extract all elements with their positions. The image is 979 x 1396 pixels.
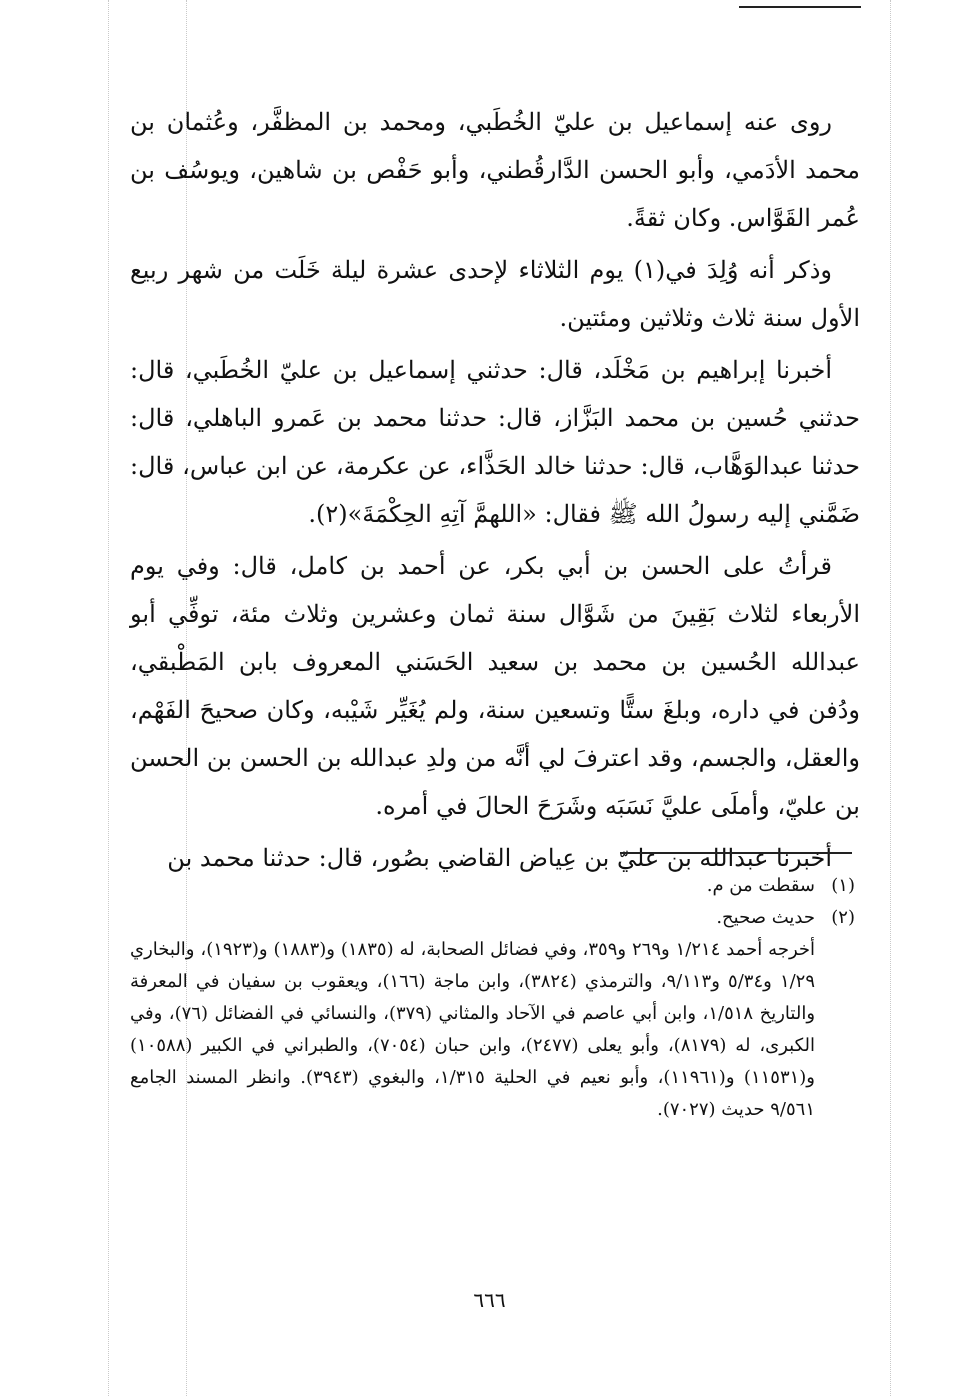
footnote <box>130 870 855 902</box>
margin-guide-line <box>108 0 109 1396</box>
paragraph: أخبرنا إبراهيم بن مَخْلَد، قال: حدثني إسماعيل بن عليّ الخُطَبي، قال: حدثني حُسين بن محمد البَزَّاز، قال: حدثنا محمد بن عَمرو الباهلي، قال: حدثنا عبدالوَهَّاب، قال: حدثنا خالد الحَذَّاء، عن عكرمة، عن ابن عباس، قال: ضَمَّني إليه رسولُ الله ﷺ فقال: «اللهمَّ آتِهِ الحِكْمَةَ»(٢). <box>130 356 861 528</box>
paragraph: أخبرنا عبدالله بن عليّ بن عِياض القاضي بصُور، قال: حدثنا محمد بن <box>167 844 832 872</box>
margin-guide-line <box>890 0 891 1396</box>
footnote-number: (١) <box>831 875 855 896</box>
footnote <box>130 902 855 934</box>
paragraph: قرأتُ على الحسن بن أبي بكر، عن أحمد بن كامل، قال: وفي يوم الأربعاء لثلاث بَقِينَ من شَوَّال سنة ثمان وعشرين وثلاث مئة، توفِّي أبو عبدالله الحُسين بن محمد بن سعيد الحَسَني المعروف بابن المَطْبقي، ودُفن في داره، وبلغَ ستًّا وتسعين سنة، ولم يُغَيِّر شَيْبه، وكان صحيحَ الفَهْم، والعقل، والجسم، وقد اعترفَ لي أنَّه من ولدِ عبدالله بن الحسن بن الحسن بن عليّ، وأملَى عليَّ نَسَبَه وشَرَحَ الحالَ في أمره. <box>130 552 860 820</box>
footnote-text: سقطت من م. <box>706 875 815 896</box>
footnote-text: حديث صحيح. <box>716 907 815 928</box>
main-text <box>130 98 860 886</box>
paragraph: روى عنه إسماعيل بن عليّ الخُطَبي، ومحمد بن المظفَّر، وعُثمان بن محمد الأدَمي، وأبو الحسن الدَّارقُطني، وأبو حَفْص بن شاهين، ويوسُف بن عُمر القَوَّاس. وكان ثقةً. <box>130 108 860 232</box>
page-number: ٦٦٦ <box>473 1288 506 1312</box>
footnotes <box>130 870 855 1126</box>
header-rule <box>739 6 861 8</box>
footnote-number: (٢) <box>831 907 855 928</box>
paragraph: وذكر أنه وُلِدَ في(١) يوم الثلاثاء لإحدى عشرة ليلة خَلَت من شهر ربيع الأول سنة ثلاث وثلاثين ومئتين. <box>130 256 860 332</box>
footnote-separator <box>620 852 852 854</box>
footnote-detail: أخرجه أحمد ١/٢١٤ و٢٦٩ و٣٥٩، وفي فضائل الصحابة، له (١٨٣٥) و(١٨٨٣) و(١٩٢٣)، والبخاري ١/٢٩ و٥/٣٤ و٩/١١٣، والترمذي (٣٨٢٤)، وابن ماجة (١٦٦)، ويعقوب بن سفيان في المعرفة والتاريخ ١/٥١٨، وابن أبي عاصم في الآحاد والمثاني (٣٧٩)، والنسائي في الفضائل (٧٦)، وفي الكبرى، له (٨١٧٩)، وأبو يعلى (٢٤٧٧)، وابن حبان (٧٠٥٤)، والطبراني في الكبير (١٠٥٨٨) و(١١٥٣١) و(١١٩٦١)، وأبو نعيم في الحلية ١/٣١٥، والبغوي (٣٩٤٣). وانظر المسند الجامع ٩/٥٦١ حديث (٧٠٢٧). <box>130 939 816 1120</box>
